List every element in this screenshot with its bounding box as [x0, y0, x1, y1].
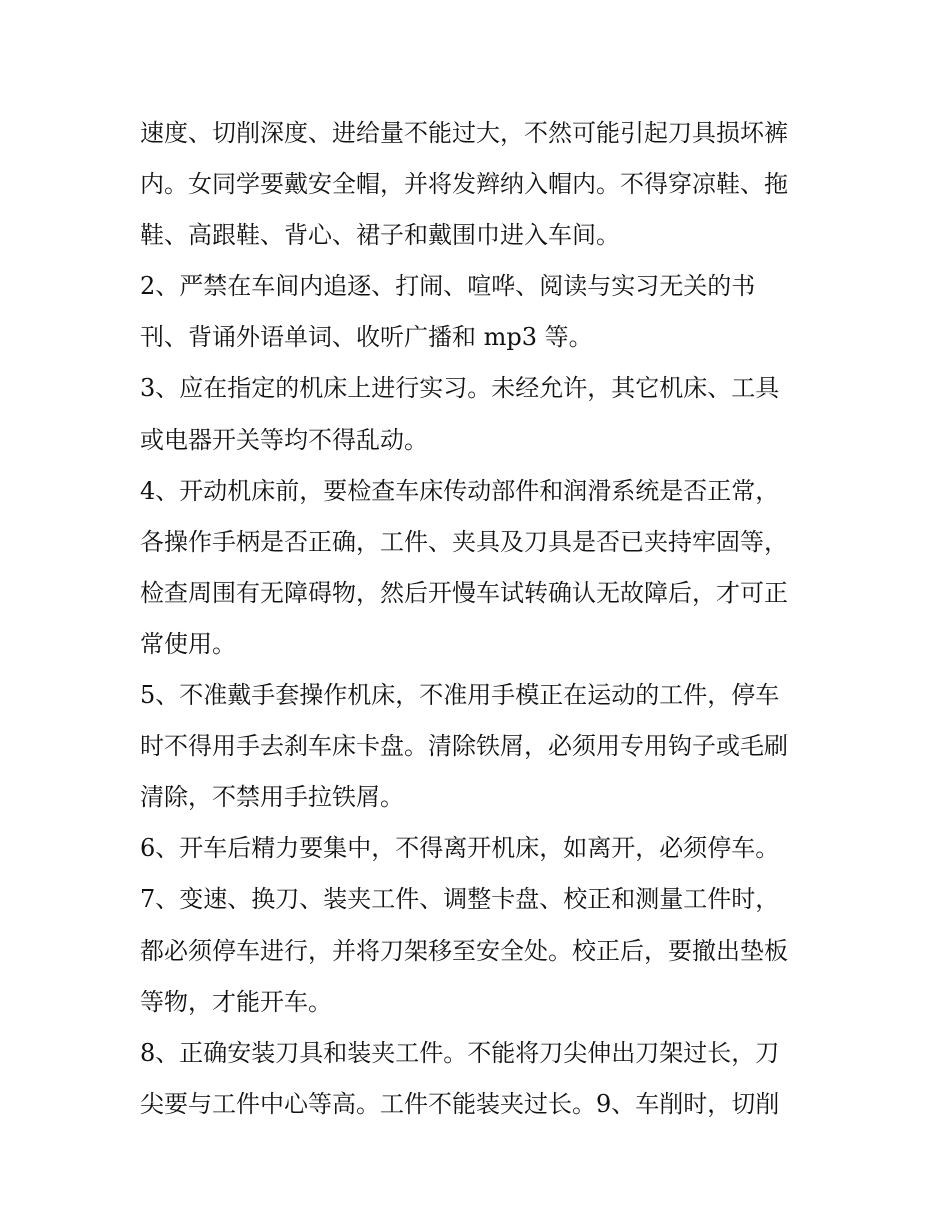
text-line: 尖要与工件中心等高。工件不能装夹过长。9、车削时，切削 — [140, 1089, 780, 1118]
text-line: 8、正确安装刀具和装夹工件。不能将刀尖伸出刀架过长，刀 — [140, 1038, 780, 1067]
text-line: 常使用。 — [140, 629, 236, 658]
text-line: 2、严禁在车间内追逐、打闹、喧哗、阅读与实习无关的书 — [140, 272, 756, 301]
text-line: 时不得用手去刹车床卡盘。清除铁屑，必须用专用钩子或毛刷 — [140, 732, 788, 761]
text-line: 或电器开关等均不得乱动。 — [140, 425, 428, 454]
text-line: 内。女同学要戴安全帽，并将发辫纳入帽内。不得穿凉鞋、拖 — [140, 170, 788, 199]
text-line: 3、应在指定的机床上进行实习。未经允许，其它机床、工具 — [140, 374, 780, 403]
text-line: 速度、切削深度、进给量不能过大，不然可能引起刀具损坏裤 — [140, 119, 788, 147]
text-line: 都必须停车进行，并将刀架移至安全处。校正后，要撤出垫板 — [140, 936, 788, 965]
document-body — [140, 108, 820, 1130]
text-line: 刊、背诵外语单词、收听广播和 mp3 等。 — [140, 323, 593, 352]
text-line: 6、开车后精力要集中，不得离开机床，如离开，必须停车。 — [140, 834, 780, 863]
text-line: 清除，不禁用手拉铁屑。 — [140, 783, 404, 812]
text-line: 7、变速、换刀、装夹工件、调整卡盘、校正和测量工件时， — [140, 885, 780, 914]
text-line: 等物，才能开车。 — [140, 987, 332, 1016]
text-line: 5、不准戴手套操作机床，不准用手模正在运动的工件，停车 — [140, 681, 780, 710]
text-line: 检查周围有无障碍物，然后开慢车试转确认无故障后，才可正 — [140, 578, 788, 607]
text-line: 4、开动机床前，要检查车床传动部件和润滑系统是否正常， — [140, 476, 780, 505]
text-line: 各操作手柄是否正确，工件、夹具及刀具是否已夹持牢固等， — [140, 527, 788, 556]
text-line: 鞋、高跟鞋、背心、裙子和戴围巾进入车间。 — [140, 221, 620, 250]
